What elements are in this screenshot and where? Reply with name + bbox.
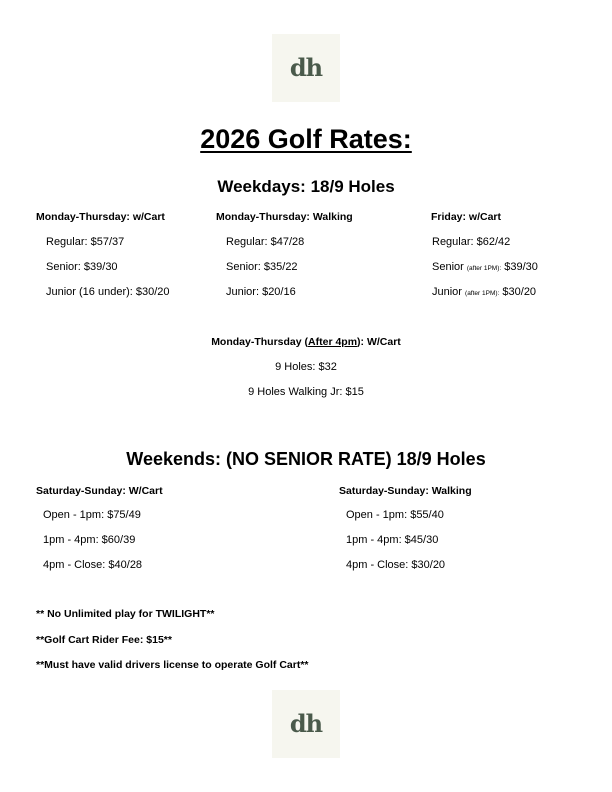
rate-note: (after 1PM):: [465, 290, 500, 297]
weekday-col2-rate: Junior: $20/16: [226, 286, 296, 298]
logo-top: [272, 34, 340, 102]
weekday-col3-rate: [432, 286, 536, 298]
weekend-col1-header: Saturday-Sunday: W/Cart: [36, 485, 163, 497]
weekday-col2-header: Monday-Thursday: Walking: [216, 211, 353, 223]
logo-bottom: [272, 690, 340, 758]
weekend-col1-rate: Open - 1pm: $75/49: [43, 509, 141, 521]
rate-label: Regular:: [432, 236, 474, 248]
after4-line: 9 Holes: $32: [275, 361, 337, 373]
weekend-col2-rate: 4pm - Close: $30/20: [346, 559, 446, 571]
rate-label: Senior: [432, 261, 464, 273]
page-title: 2026 Golf Rates:: [200, 124, 412, 154]
after4-prefix: Monday-Thursday (: [211, 336, 309, 348]
after4-underlined: After 4pm: [308, 336, 358, 348]
weekday-col1-rate: Junior (16 under): $30/20: [46, 286, 170, 298]
note-line: **Golf Cart Rider Fee: $15**: [36, 634, 172, 646]
weekday-col2-rate: Senior: $35/22: [226, 261, 298, 273]
note-line: ** No Unlimited play for TWILIGHT**: [36, 608, 215, 620]
weekend-col1-rate: 1pm - 4pm: $60/39: [43, 534, 136, 546]
weekend-col2-rate: 1pm - 4pm: $45/30: [346, 534, 439, 546]
weekday-col1-rate: Regular: $57/37: [46, 236, 125, 248]
after4-suffix: ): W/Cart: [357, 336, 401, 348]
weekday-col3-rate: [432, 236, 510, 248]
note-line: **Must have valid drivers license to operate Golf Cart**: [36, 659, 309, 671]
logo-mark: dh: [289, 709, 323, 738]
weekday-col3-rate: [432, 261, 538, 273]
logo-mark: dh: [289, 53, 323, 82]
rate-note: (after 1PM):: [466, 265, 502, 272]
rate-price: $30/20: [502, 286, 537, 298]
rate-price: $39/30: [504, 261, 538, 273]
weekday-col1-header: Monday-Thursday: w/Cart: [36, 211, 165, 223]
weekdays-heading: Weekdays: 18/9 Holes: [217, 177, 395, 196]
after4-header: [0, 336, 612, 348]
weekends-heading: Weekends: (NO SENIOR RATE) 18/9 Holes: [126, 449, 486, 469]
weekend-col2-rate: Open - 1pm: $55/40: [346, 509, 444, 521]
after4-line: 9 Holes Walking Jr: $15: [248, 386, 364, 398]
weekday-col2-rate: Regular: $47/28: [226, 236, 305, 248]
rate-price: $62/42: [476, 236, 511, 248]
weekend-col2-header: Saturday-Sunday: Walking: [339, 485, 472, 497]
weekend-col1-rate: 4pm - Close: $40/28: [43, 559, 143, 571]
weekday-col1-rate: Senior: $39/30: [46, 261, 118, 273]
weekday-col3-header: Friday: w/Cart: [431, 211, 502, 223]
rate-label: Junior: [432, 286, 462, 298]
